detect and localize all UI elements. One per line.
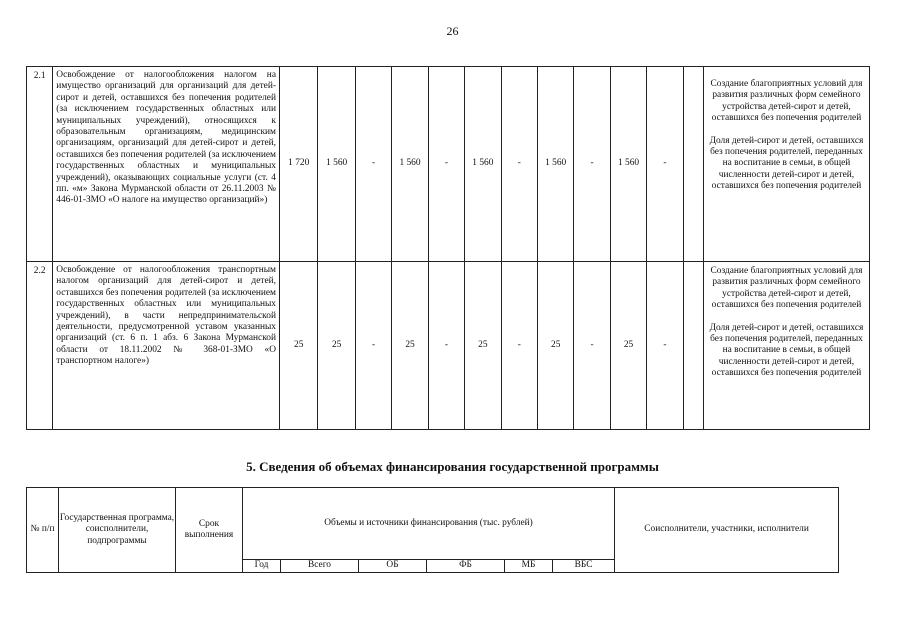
financing-table <box>26 487 839 573</box>
header-vbs: ВБС <box>553 560 615 573</box>
value-cell: 1 560 <box>610 67 646 262</box>
section-title: 5. Сведения об объемах финансирования государственной программы <box>246 459 659 474</box>
value-cell: - <box>355 67 391 262</box>
value-cell: 25 <box>610 262 646 430</box>
measures-table <box>26 66 870 430</box>
value-cell: - <box>501 67 537 262</box>
measure-description: Освобождение от налогообложения транспортным налогом организаций для детей-сирот и детей, оставшихся без попечения родителей (за исключением государственных областных или муниципальных учреждений), в части непредпринимательской деятельности, предусмотренной уставом указанных организаций (ст. 6 п. 1 абз. 6 Закона Мурманской области от 18.11.2002 № 368-01-ЗМО «О транспортном налоге») <box>53 262 280 430</box>
value-cell: 25 <box>537 262 573 430</box>
value-cell: 1 560 <box>318 67 355 262</box>
header-volumes: Объемы и источники финансирования (тыс. рублей) <box>243 488 615 560</box>
value-cell: - <box>574 262 610 430</box>
header-mb: МБ <box>505 560 553 573</box>
value-cell: 25 <box>279 262 317 430</box>
result-cell <box>703 67 869 262</box>
header-executors: Соисполнители, участники, исполнители <box>615 488 839 573</box>
value-cell: - <box>428 67 464 262</box>
header-ob: ОБ <box>359 560 427 573</box>
header-year: Год <box>243 560 281 573</box>
row-number: 2.2 <box>27 262 53 430</box>
result-goal: Создание благоприятных условий для развития различных форм семейного устройства детей-сирот и детей, оставшихся без попечения родителей <box>710 79 863 124</box>
value-cell: - <box>355 262 391 430</box>
value-cell: 1 720 <box>279 67 317 262</box>
result-goal: Создание благоприятных условий для развития различных форм семейного устройства детей-сирот и детей, оставшихся без попечения родителей <box>710 266 863 311</box>
result-cell <box>703 262 869 430</box>
header-term: Срок выполнения <box>176 488 243 573</box>
table-row <box>27 67 870 262</box>
result-indicator: Доля детей-сирот и детей, оставшихся без попечения родителей, переданных на воспитание в семьи, в общей численности детей-сирот и детей, оставшихся без попечения родителей <box>709 322 864 379</box>
value-cell: 1 560 <box>537 67 573 262</box>
value-cell: - <box>428 262 464 430</box>
header-num: № п/п <box>27 488 59 573</box>
value-cell: 25 <box>392 262 428 430</box>
value-cell: - <box>647 67 683 262</box>
result-indicator: Доля детей-сирот и детей, оставшихся без попечения родителей, переданных на воспитание в семьи, в общей численности детей-сирот и детей, оставшихся без попечения родителей <box>709 135 864 192</box>
value-cell: - <box>647 262 683 430</box>
page-number: 26 <box>446 24 459 38</box>
measure-description: Освобождение от налогообложения налогом на имущество организаций для организаций для детей-сирот и детей, оставшихся без попечения родителей (за исключением государственных областных или муниципальных учреждений), относящихся к образовательным организациям, медицинским организациям, организаций для детей-сирот и детей, оставшихся без попечения родителей (за исключением государственных областных и муниципальных учреждений), оказывающих социальные услуги (ст. 4 пп. «м» Закона Мурманской области от 26.11.2003 № 446-01-ЗМО «О налоге на имущество организаций») <box>53 67 280 262</box>
value-cell: 1 560 <box>465 67 501 262</box>
value-cell: 1 560 <box>392 67 428 262</box>
value-cell: - <box>574 67 610 262</box>
header-total: Всего <box>281 560 359 573</box>
table-row <box>27 262 870 430</box>
header-fb: ФБ <box>427 560 505 573</box>
value-cell: 25 <box>318 262 355 430</box>
value-cell: 25 <box>465 262 501 430</box>
value-cell: - <box>501 262 537 430</box>
header-program: Государственная программа, соисполнители, подпрограммы <box>59 488 176 573</box>
row-number: 2.1 <box>27 67 53 262</box>
